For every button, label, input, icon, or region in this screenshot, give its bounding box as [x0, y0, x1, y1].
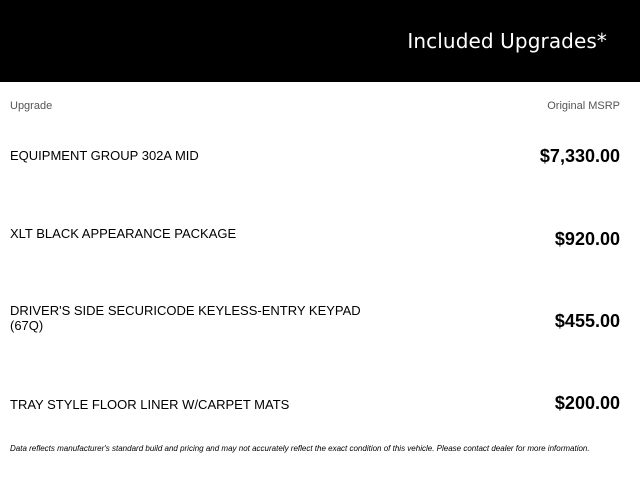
upgrade-price: $455.00	[554, 311, 620, 331]
upgrade-name: TRAY STYLE FLOOR LINER W/CARPET MATS	[10, 397, 290, 412]
page-title: Included Upgrades*	[407, 29, 607, 53]
upgrade-price: $200.00	[554, 393, 620, 413]
upgrade-price: $7,330.00	[539, 146, 620, 166]
upgrade-name: XLT BLACK APPEARANCE PACKAGE	[10, 226, 237, 241]
msrp-column-header: Original MSRP	[547, 100, 620, 112]
upgrade-name: DRIVER'S SIDE SECURICODE KEYLESS-ENTRY KEYPAD (67Q)	[10, 303, 361, 333]
header-banner	[0, 0, 640, 82]
upgrade-name: EQUIPMENT GROUP 302A MID	[10, 148, 199, 163]
upgrade-price: $920.00	[554, 229, 620, 249]
disclaimer-text: Data reflects manufacturer's standard build and pricing and may not accurately reflect the exact condition of this vehicle. Please contact dealer for more information.	[10, 444, 590, 453]
upgrade-column-header: Upgrade	[10, 100, 53, 112]
